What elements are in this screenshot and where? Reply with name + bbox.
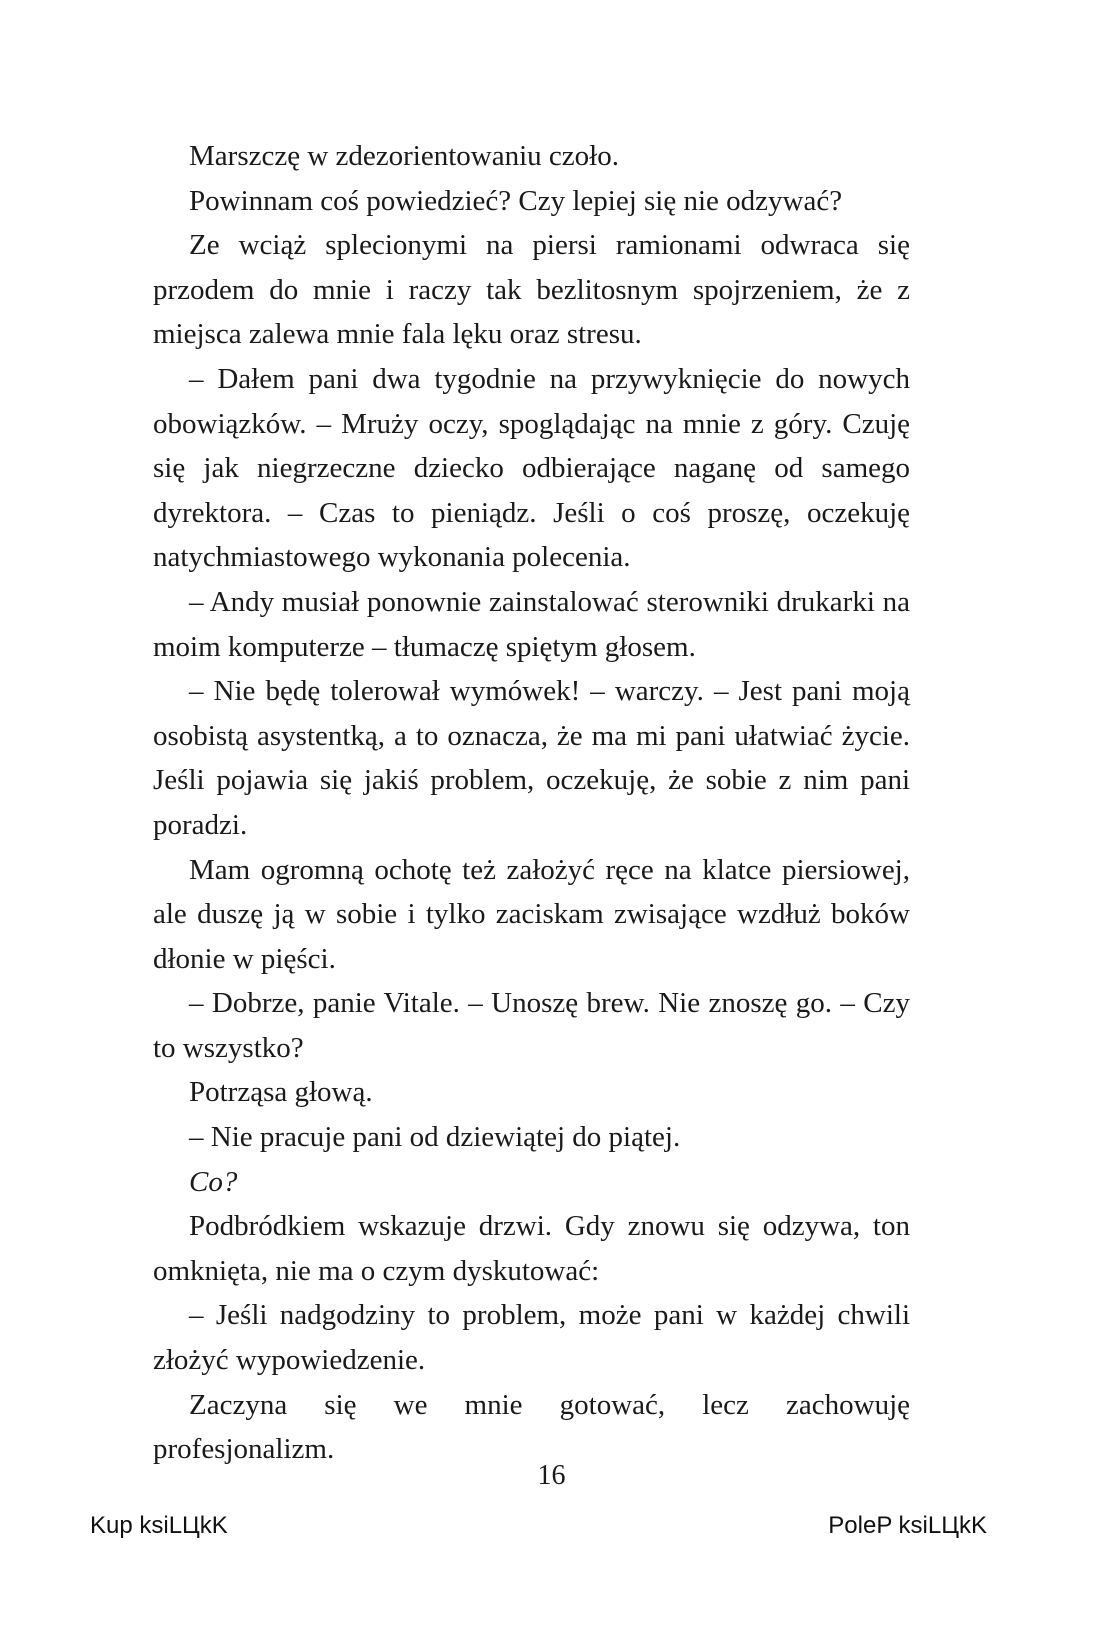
paragraph: Powinnam coś powiedzieć? Czy lepiej się nie odzywać? xyxy=(189,184,843,217)
paragraph: Potrząsa głową. xyxy=(189,1076,373,1109)
buy-book-link[interactable]: Kup ksiLЦkK xyxy=(90,1512,228,1539)
paragraph: – Andy musiał ponownie zainstalować sterowniki drukarki na moim komputerze – tłumaczę spiętym głosem. xyxy=(153,585,910,663)
paragraph-italic: Co? xyxy=(189,1165,238,1198)
paragraph: Zaczyna się we mnie gotować, lecz zachowuję profesjonalizm. xyxy=(153,1388,910,1466)
paragraph: Ze wciąż splecionymi na piersi ramionami odwraca się przodem do mnie i raczy tak bezlitosnym spojrzeniem, że z miejsca zalewa mnie fala lęku oraz stresu. xyxy=(153,229,910,351)
recommend-book-link[interactable]: PoleP ksiLЦkK xyxy=(828,1512,987,1539)
paragraph: – Nie będę tolerował wymówek! – warczy. – Jest pani moją osobistą asystentką, a to oznacza, że ma mi pani ułatwiać życie. Jeśli pojawia się jakiś problem, oczekuję, że sobie z nim pani poradzi. xyxy=(153,675,910,841)
paragraph: Marszczę w zdezorientowaniu czoło. xyxy=(189,140,619,172)
paragraph: Mam ogromną ochotę też założyć ręce na klatce piersiowej, ale duszę ją w sobie i tylko zaciskam zwisające wzdłuż boków dłonie w pięści. xyxy=(153,853,910,975)
paragraph: Podbródkiem wskazuje drzwi. Gdy znowu się odzywa, ton omknięta, nie ma o czym dyskutować: xyxy=(153,1210,910,1287)
paragraph: – Jeśli nadgodziny to problem, może pani w każdej chwili złożyć wypowiedzenie. xyxy=(153,1299,910,1377)
paragraph: – Dobrze, panie Vitale. – Unoszę brew. Nie znoszę go. – Czy to wszystko? xyxy=(153,987,910,1064)
paragraph: – Dałem pani dwa tygodnie na przywyknięcie do nowych obowiązków. – Mruży oczy, spoglądając na mnie z góry. Czuję się jak niegrzeczne dziecko odbierające naganę od samego dyrektora. – Czas to pieniądz. Jeśli o coś proszę, oczekuję natychmiastowego wykonania polecenia. xyxy=(153,362,910,574)
page-body-text xyxy=(153,134,910,1472)
page-number: 16 xyxy=(537,1460,566,1491)
paragraph: – Nie pracuje pani od dziewiątej do piątej. xyxy=(189,1121,681,1154)
